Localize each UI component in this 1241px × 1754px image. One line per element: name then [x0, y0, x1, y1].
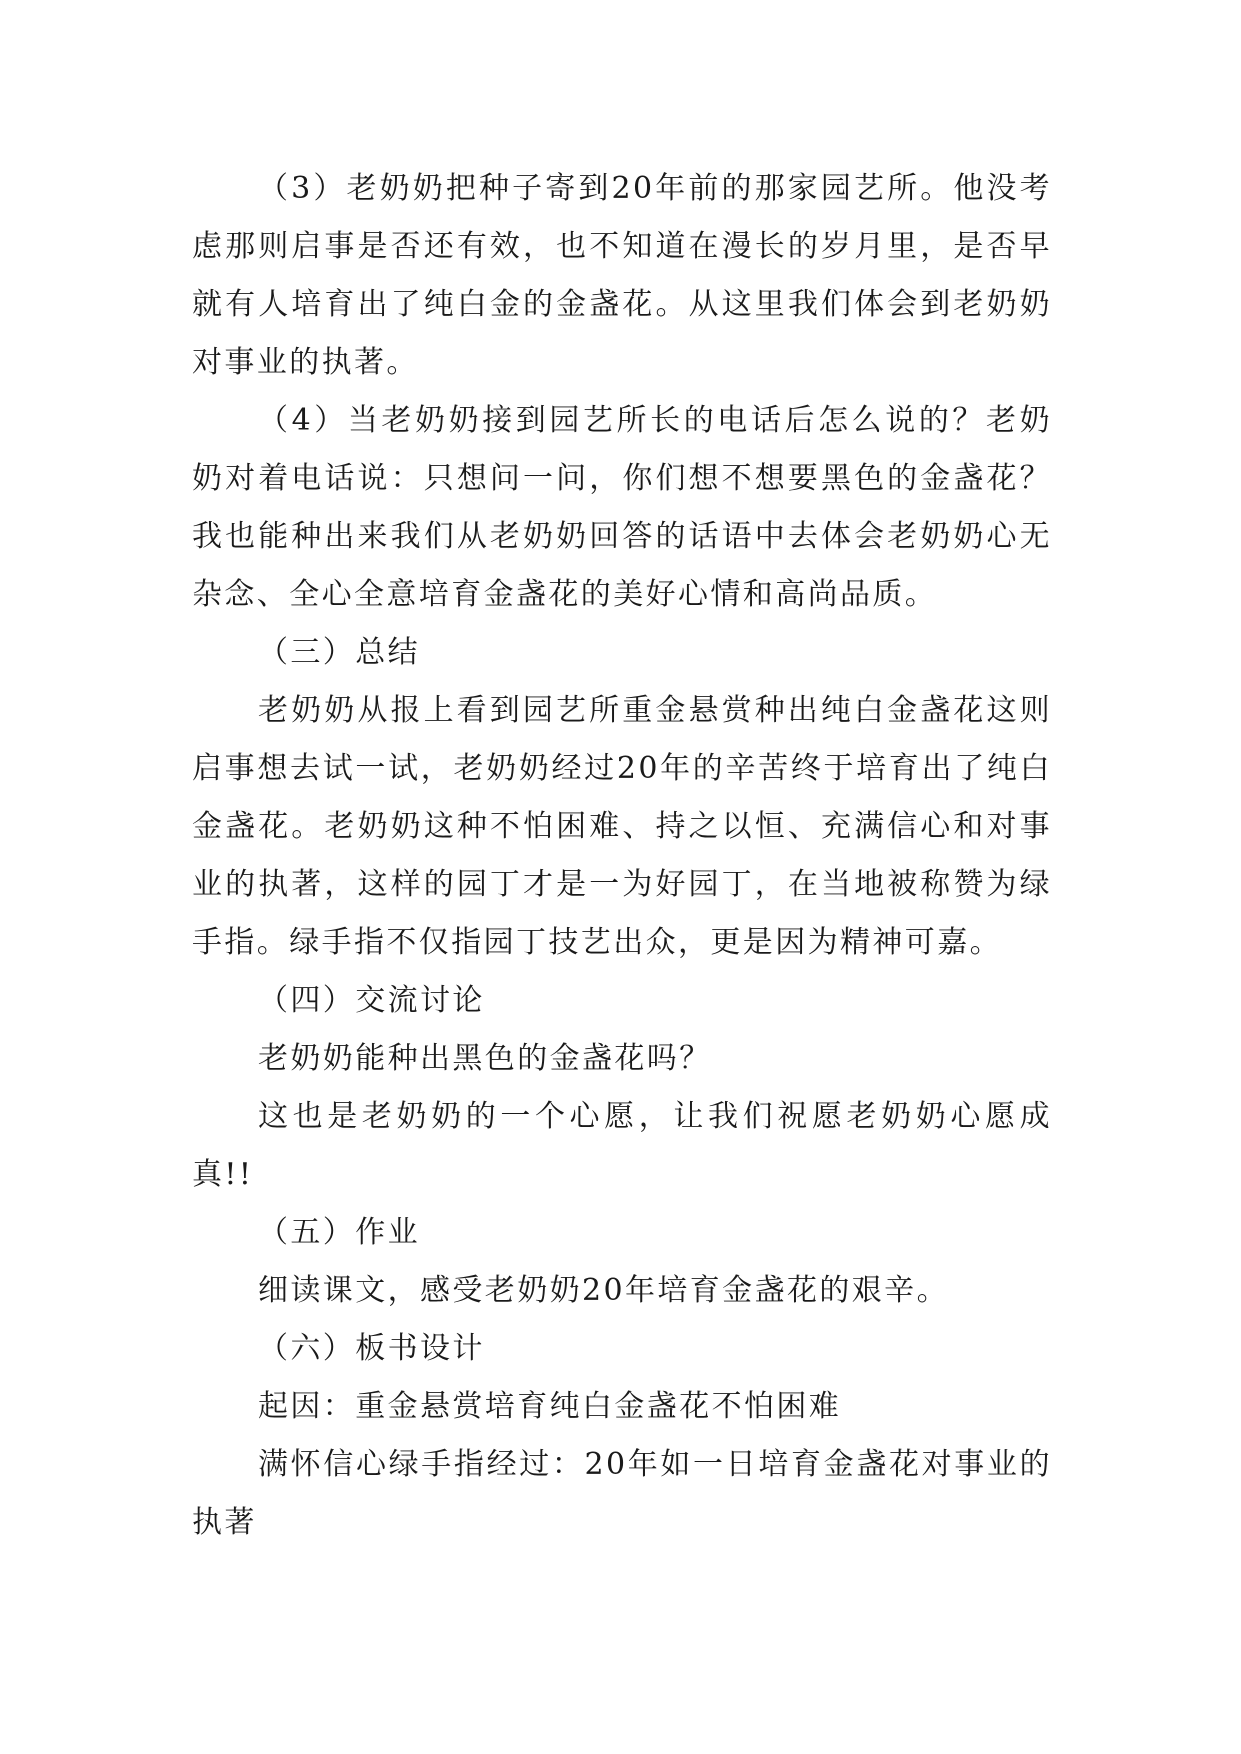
- summary-paragraph: 老奶奶从报上看到园艺所重金悬赏种出纯白金盏花这则启事想去试一试，老奶奶经过20年的辛苦终于培育出了纯白金盏花。老奶奶这种不怕困难、持之以恒、充满信心和对事业的执著，这样的园丁才是一为好园丁，在当地被称赞为绿手指。绿手指不仅指园丁技艺出众，更是因为精神可嘉。: [192, 693, 1052, 960]
- section-heading-discussion: （四）交流讨论: [258, 983, 485, 1018]
- document-page: [192, 160, 1052, 1552]
- paragraph-item-3: （3）老奶奶把种子寄到20年前的那家园艺所。他没考虑那则启事是否还有效，也不知道在漫长的岁月里，是否早就有人培育出了纯白金的金盏花。从这里我们体会到老奶奶对事业的执著。: [192, 171, 1052, 380]
- board-design-line-2: 满怀信心绿手指经过：20年如一日培育金盏花对事业的执著: [192, 1447, 1052, 1540]
- homework-paragraph: 细读课文，感受老奶奶20年培育金盏花的艰辛。: [258, 1273, 949, 1308]
- section-heading-homework: （五）作业: [258, 1215, 420, 1250]
- board-design-line-1: 起因：重金悬赏培育纯白金盏花不怕困难: [258, 1389, 842, 1424]
- paragraph-item-4: （4）当老奶奶接到园艺所长的电话后怎么说的？老奶奶对着电话说：只想问一问，你们想不想要黑色的金盏花？我也能种出来我们从老奶奶回答的话语中去体会老奶奶心无杂念、全心全意培育金盏花的美好心情和高尚品质。: [192, 403, 1052, 612]
- section-heading-board-design: （六）板书设计: [258, 1331, 485, 1366]
- section-heading-summary: （三）总结: [258, 635, 420, 670]
- discussion-question: 老奶奶能种出黑色的金盏花吗？: [258, 1041, 712, 1076]
- discussion-answer: 这也是老奶奶的一个心愿，让我们祝愿老奶奶心愿成真!!: [192, 1099, 1052, 1192]
